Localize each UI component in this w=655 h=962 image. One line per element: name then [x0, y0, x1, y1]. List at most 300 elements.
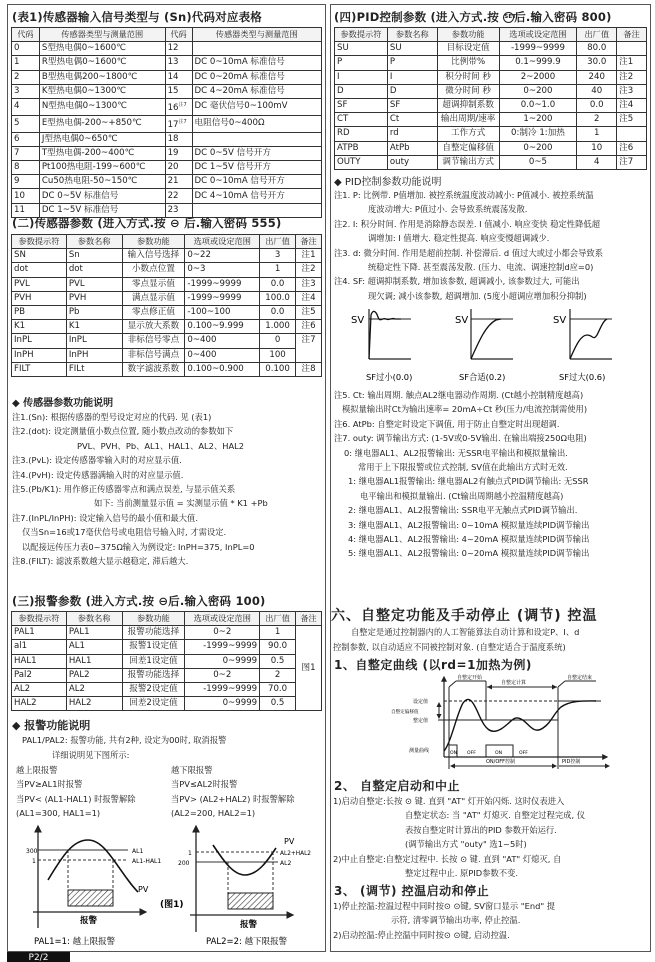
- ctl-start-label: 2)启动控温:: [333, 929, 378, 940]
- table-cell: R型热电偶0~1600℃: [39, 56, 165, 70]
- pid-params-table: [334, 27, 647, 170]
- table-cell: 0~9999: [185, 654, 260, 668]
- table-row: [12, 291, 322, 305]
- note-line: 注3.(PvL): 设定传感器零输入时的对应显示值.: [12, 455, 182, 466]
- table-header-row: [335, 28, 647, 42]
- note-line: PVL、PVH、Pb、AL1、HAL1、AL2、HAL2: [77, 440, 245, 451]
- lower-example: (AL2=200, HAL2=1): [171, 808, 256, 819]
- table-cell: PB: [12, 305, 67, 319]
- table-cell: 调节输出方式: [437, 155, 499, 169]
- table-cell: 0.0: [577, 98, 617, 112]
- alarm-diagram: [8, 820, 325, 950]
- table-cell: InPL: [66, 334, 122, 348]
- table-cell: AL2: [12, 682, 67, 696]
- setpoint-label: 设定值: [413, 699, 429, 705]
- table-cell: 注4: [617, 98, 647, 112]
- alarm-params-title: (三)报警参数 (进入方式.按 ⊖后.输入密码 100): [12, 594, 266, 608]
- header-cell: 出厂值: [577, 28, 617, 42]
- table-row: [12, 305, 322, 319]
- table-cell: 0~2: [185, 626, 260, 640]
- table-cell: OUTY: [335, 155, 388, 169]
- autotune-intro1: 自整定是通过控制器内的人工智能算法自动计算和设定P、I、d: [351, 627, 580, 637]
- table-cell: FILt: [66, 362, 122, 376]
- pid-notes-2: [334, 388, 589, 561]
- stop-label: 2)中止自整定:: [333, 853, 386, 864]
- header-cell: 选项或设定范围: [185, 235, 260, 249]
- table-cell: [192, 42, 322, 56]
- table-cell: DC 1~5V 标准信号: [39, 203, 165, 217]
- table-cell: AtPb: [387, 141, 437, 155]
- upper-title: 越上限报警: [16, 765, 58, 775]
- autotune-sub1: 1、自整定曲线 (以rd=1加热为例): [334, 658, 532, 672]
- table-cell: 注5: [617, 113, 647, 127]
- sv-label: SV: [553, 315, 567, 326]
- upper-cond1: 当PV≥AL1时报警: [16, 779, 83, 790]
- al1-label: AL1: [132, 848, 144, 855]
- table-cell: 注2: [296, 263, 322, 277]
- table-row: [12, 697, 322, 711]
- figure-label: (图1): [160, 900, 184, 910]
- note-line: 注3. d: 微分时间. 作用是超前控制. 补偿滞后. d 值过大或过小都会导致系: [334, 247, 603, 258]
- table-cell: 注6: [296, 320, 322, 334]
- table-cell: 输入信号选择: [122, 249, 185, 263]
- table-cell: 11: [12, 203, 40, 217]
- table-cell: PAL2: [66, 668, 122, 682]
- table-row: [12, 115, 322, 132]
- header-cell: 参数名称: [66, 612, 122, 626]
- table-cell: Pal2: [12, 668, 67, 682]
- table-cell: rd: [387, 127, 437, 141]
- table-cell: 注3: [296, 277, 322, 291]
- table-cell: 40: [577, 84, 617, 98]
- note-line: 仅当Sn=16或17毫伏信号或电阻信号输入时, 才需设定.: [22, 527, 227, 538]
- table-row: [12, 334, 322, 348]
- table-cell: 报警2设定值: [122, 682, 185, 696]
- table-cell: 0~9999: [185, 697, 260, 711]
- table-cell: outy: [387, 155, 437, 169]
- table-cell: 报警1设定值: [122, 640, 185, 654]
- note-line: 整定过程中止. 原PID参数不变.: [405, 868, 519, 879]
- upper-cond2: 当PV< (AL1-HAL1) 时报警解除: [16, 793, 136, 804]
- upper-alarm-text: [16, 763, 136, 821]
- note-line: 示符, 清零调节输出功率, 停止控温.: [391, 915, 521, 926]
- table-cell: 0~2: [185, 668, 260, 682]
- header-cell: 选项或设定范围: [499, 28, 577, 42]
- table-cell: 4: [577, 155, 617, 169]
- note-line: 注7.(InPL/InPH): 设定输入信号的最小值和最大值.: [12, 512, 198, 523]
- note-line: [333, 852, 585, 866]
- table-cell: 满点显示值: [122, 291, 185, 305]
- table-row: [12, 362, 322, 376]
- note-line: [333, 928, 555, 942]
- table-header-row: [12, 235, 322, 249]
- calc-label: 自整定计算: [501, 680, 527, 686]
- table-row: [12, 161, 322, 175]
- table-cell: 14: [165, 70, 192, 84]
- table-cell: 0~400: [185, 334, 260, 348]
- table-cell: 0~200: [499, 141, 577, 155]
- table-cell: -1999~9999: [185, 277, 260, 291]
- start-label: 自整定开始: [457, 675, 483, 681]
- table-cell: 23: [165, 203, 192, 217]
- table-row: [12, 277, 322, 291]
- pid-title-post: 后.输入密码 800): [514, 10, 612, 24]
- table-cell: J型热电偶0~650℃: [39, 132, 165, 146]
- table-cell: 100.0: [260, 291, 296, 305]
- header-cell: 代码: [12, 28, 40, 42]
- autotune-sub3: 3、 (调节) 控温启动和停止: [334, 884, 490, 898]
- table-cell: 非标信号零点: [122, 334, 185, 348]
- response-curve: [471, 319, 501, 359]
- table-cell: PVH: [66, 291, 122, 305]
- pid-ctrl-label: PID控制: [562, 759, 581, 765]
- table-cell: [165, 98, 192, 115]
- table-cell: 0~400: [185, 348, 260, 362]
- header-cell: 参数名称: [387, 28, 437, 42]
- table-cell: 0.0: [260, 277, 296, 291]
- table-cell: dot: [12, 263, 67, 277]
- table-row: [12, 56, 322, 70]
- table-row: [335, 155, 647, 169]
- pid-title-pre: (四)PID控制参数 (进入方式.按: [334, 10, 504, 24]
- table-cell: 注6: [617, 141, 647, 155]
- table-cell: D: [387, 84, 437, 98]
- ctl-stop-text: 控温过程中同时按⊙ ⊙键, SV窗口显示 "End" 提: [377, 901, 556, 911]
- alarm-params-table: [11, 611, 322, 711]
- table-cell: 20: [165, 161, 192, 175]
- page-number-tab: P2/2: [7, 952, 70, 962]
- table-cell: 零点显示值: [122, 277, 185, 291]
- table-cell: 8: [12, 161, 40, 175]
- table-cell: 6: [12, 132, 40, 146]
- alarm-notes-title: ◆ 报警功能说明: [12, 719, 91, 732]
- upper-caption: PAL1=1: 越上限报警: [34, 937, 116, 947]
- alarm-region: [68, 890, 113, 906]
- table-cell: T型热电偶-200~400℃: [39, 146, 165, 160]
- header-cell: 参数功能: [122, 612, 185, 626]
- table-cell: PAL1: [12, 626, 67, 640]
- note-line: 注5. Ct: 输出周期. 触点AL2继电器动作周期. (Ct越小控制精度越高): [334, 390, 584, 400]
- table-cell: InPH: [12, 348, 67, 362]
- lower-title: 越下限报警: [171, 765, 213, 775]
- autotune-curve-diagram: [391, 673, 621, 773]
- table-cell: PAL1: [66, 626, 122, 640]
- table-row: [12, 263, 322, 277]
- autotune-start-block: [333, 794, 585, 880]
- table-cell: 微分时间 秒: [437, 84, 499, 98]
- table-row: [335, 56, 647, 70]
- table-cell: HAL2: [66, 697, 122, 711]
- ctl-stop-label: 1)停止控温:: [333, 901, 378, 911]
- table-cell: 比例带%: [437, 56, 499, 70]
- table-cell: 注8: [296, 362, 322, 376]
- header-cell: 传感器类型与测量范围: [39, 28, 165, 42]
- table-cell: 90.0: [260, 640, 296, 654]
- table-cell: 输出周期/速率: [437, 113, 499, 127]
- tick-1: 1: [188, 850, 192, 857]
- table-cell: PVL: [66, 277, 122, 291]
- alarm-line2: 详细说明见下图所示:: [52, 750, 130, 760]
- note-line: 度波动增大: P值过小. 会导致系统震荡发散.: [368, 204, 528, 215]
- table-cell: DC 0~5V 信号开方: [192, 146, 322, 160]
- table-row: [335, 127, 647, 141]
- end-label: 自整定结束: [567, 675, 593, 681]
- upper-example: (AL1=300, HAL1=1): [16, 808, 101, 819]
- table-cell: 70.0: [260, 682, 296, 696]
- table-cell: DC 4~10mA 信号开方: [192, 189, 322, 203]
- note-line: 注5.(Pb/K1): 用作修正传感器零点和满点误差, 与显示值关系: [12, 484, 236, 495]
- table-cell: 0~3: [185, 263, 260, 277]
- table-cell: 1: [260, 263, 296, 277]
- table-cell: DC 0~10mA 标准信号: [192, 56, 322, 70]
- table-cell: 240: [577, 70, 617, 84]
- table-cell: S型热电偶0~1600℃: [39, 42, 165, 56]
- note-line: 以配接远传压力表0~375Ω输入为例设定: InPH=375, InPL=0: [22, 541, 255, 552]
- pv-label: PV: [138, 885, 149, 894]
- tune-value-label: 整定值: [413, 718, 429, 724]
- table-cell: 超调抑制系数: [437, 98, 499, 112]
- table-cell: 2~2000: [499, 70, 577, 84]
- header-cell: 备注: [296, 612, 322, 626]
- note-line: (调节输出方式 "outy" 选1~5时): [405, 839, 527, 850]
- table-cell: 积分时间 秒: [437, 70, 499, 84]
- table-cell: SF: [335, 98, 388, 112]
- al2-hal2-label: AL2+HAL2: [280, 851, 311, 857]
- table-cell: 注1: [617, 56, 647, 70]
- table-cell: I: [387, 70, 437, 84]
- table-cell: I: [335, 70, 388, 84]
- header-cell: 参数提示符: [12, 235, 67, 249]
- note-line: 注8.(FILT): 滤波系数越大显示越稳定, 滞后越大.: [12, 556, 189, 567]
- ctl-start-text: 停止控温中同时按⊙ ⊙键, 启动控温.: [377, 929, 510, 940]
- set-key-icon: SET: [503, 12, 514, 23]
- table-cell: 显示放大系数: [122, 320, 185, 334]
- table-cell: K1: [66, 320, 122, 334]
- sf-good-chart: [455, 309, 513, 382]
- table-cell: 目标设定值: [437, 42, 499, 56]
- table1-title: (表1)传感器输入信号类型与 (Sn)代码对应表格: [12, 10, 262, 24]
- table-cell: CT: [335, 113, 388, 127]
- lower-alarm-chart: [178, 826, 311, 947]
- sv-label: SV: [351, 315, 365, 326]
- table-cell: [165, 115, 192, 132]
- sf-caption: SF过小(0.0): [366, 372, 413, 382]
- header-cell: 参数名称: [66, 235, 122, 249]
- table-row: [12, 640, 322, 654]
- lower-cond1: 当PV≤AL2时报警: [171, 779, 238, 790]
- table-cell: N型热电偶0~1300℃: [39, 98, 165, 115]
- table-cell: PVH: [12, 291, 67, 305]
- note-line: 1: 继电器AL1报警输出: 继电器AL2有触点式PID调节输出: 无SSR: [348, 476, 589, 487]
- sf-small-chart: [351, 309, 412, 382]
- table-row: [335, 70, 647, 84]
- table-cell: 非标信号满点: [122, 348, 185, 362]
- pid-notes: [334, 188, 603, 303]
- table-cell: 0.0: [260, 305, 296, 319]
- table-cell: 4: [12, 98, 40, 115]
- table-cell: 2: [260, 668, 296, 682]
- response-curve: [570, 319, 607, 359]
- table-cell: 80.0: [577, 42, 617, 56]
- sensor-params-title: (二)传感器参数 (进入方式.按 ⊖ 后.输入密码 555): [12, 216, 282, 230]
- table-cell: 12: [165, 42, 192, 56]
- table-row: [335, 84, 647, 98]
- table-row: [12, 189, 322, 203]
- sf-large-chart: [553, 309, 612, 382]
- table-cell: DC 1~5V 信号开方: [192, 161, 322, 175]
- note-line: 如下: 当前测量显示值 = 实测显示值 * K1 +Pb: [94, 498, 268, 509]
- note-line: 调增加: I 值增大. 稳定性提高. 响应变慢超调减少.: [368, 233, 550, 244]
- sf-caption: SF过大(0.6): [559, 372, 606, 382]
- table-cell: 0.0~1.0: [499, 98, 577, 112]
- table-cell: Ct: [387, 113, 437, 127]
- table-row: [335, 113, 647, 127]
- table-cell: 工作方式: [437, 127, 499, 141]
- lower-alarm-text: [171, 763, 295, 821]
- table-row: [12, 249, 322, 263]
- note-line: 模拟量输出时Ct为输出速率= 20mA÷Ct 秒(压力/电流控制需使用): [342, 404, 588, 415]
- alarm-label: 报警: [80, 916, 98, 926]
- table-cell: P: [387, 56, 437, 70]
- table-cell: RD: [335, 127, 388, 141]
- table-cell: 3: [260, 249, 296, 263]
- sensor-notes: [12, 410, 268, 568]
- note-line: 注1.(Sn): 根据传感器的型号设定对应的代码. 见 (表1): [12, 412, 212, 422]
- table-row: [12, 668, 322, 682]
- table-cell: 15: [165, 84, 192, 98]
- table-cell: DC 0~5V 标准信号: [39, 189, 165, 203]
- table-row: [335, 141, 647, 155]
- table-cell: 1: [577, 127, 617, 141]
- note-line: [333, 899, 555, 913]
- table-cell: 2: [577, 113, 617, 127]
- table-cell: 注3: [617, 84, 647, 98]
- off-label: OFF: [519, 751, 528, 756]
- offset-label: 自整定偏移值: [391, 710, 419, 715]
- table-cell: Cu50热电阻-50~150℃: [39, 175, 165, 189]
- table-cell: 电阻信号0~400Ω: [192, 115, 322, 132]
- table-cell: 5: [12, 115, 40, 132]
- table-cell: -100~100: [185, 305, 260, 319]
- upper-alarm-chart: [26, 826, 161, 947]
- table-cell: B型热电偶200~1800℃: [39, 70, 165, 84]
- stop-text: 自整定过程中. 长按 ⊙ 键. 直到 "AT" 灯熄灭, 自: [385, 853, 562, 864]
- al2-label: AL2: [280, 860, 292, 867]
- table-cell: [192, 132, 322, 146]
- alarm-region: [228, 893, 273, 909]
- table-cell: 0.5: [260, 654, 296, 668]
- table-row: [12, 132, 322, 146]
- table-cell: 0.100: [260, 362, 296, 376]
- start-text: 长按 ⊙ 键. 直到 "AT" 灯开始闪烁. 这时仪表进入: [385, 796, 565, 806]
- tick-200: 200: [178, 860, 190, 867]
- footnote-marker: 注7: [178, 101, 187, 108]
- note-line: 注4. SF: 超调抑制系数, 增加该参数, 超调减小, 该参数过大, 可能出: [334, 276, 580, 287]
- footnote-marker: 注7: [178, 118, 187, 125]
- table-cell: HAL1: [66, 654, 122, 668]
- sensor-notes-title: ◆ 传感器参数功能说明: [12, 398, 114, 409]
- note-line: 统稳定性下降. 甚至震荡发散. (压力、电流、调速控制d应=0): [368, 262, 594, 273]
- on-label: ON: [450, 751, 458, 756]
- control-block: [333, 899, 555, 942]
- table-cell: dot: [66, 263, 122, 277]
- header-cell: 参数提示符: [12, 612, 67, 626]
- measure-label: 测量曲线: [409, 748, 430, 754]
- on-label: ON: [495, 751, 503, 756]
- pid-notes-title: ◆ PID控制参数功能说明: [334, 177, 442, 188]
- note-line: 3: 继电器AL1、AL2报警输出: 0~10mA 模拟量连续PID调节输出: [348, 519, 590, 530]
- autotune-title: 六、自整定功能及手动停止 (调节) 控温: [331, 608, 598, 624]
- table-row: [12, 84, 322, 98]
- table-cell: 注7: [296, 334, 322, 362]
- start-label: 1)启动自整定:: [333, 796, 386, 806]
- table-cell: Sn: [66, 249, 122, 263]
- header-cell: 出厂值: [260, 612, 296, 626]
- table-cell: 19: [165, 146, 192, 160]
- lower-caption: PAL2=2: 越下限报警: [206, 937, 288, 947]
- table-cell: 2: [12, 70, 40, 84]
- table-cell: [617, 127, 647, 141]
- note-line: 2: 继电器AL1、AL2报警输出: SSR电平无触点式PID调节输出.: [348, 505, 578, 516]
- table-cell: HAL2: [12, 697, 67, 711]
- remark-cell: 图1: [296, 626, 322, 711]
- table-row: [12, 146, 322, 160]
- table-cell: P: [335, 56, 388, 70]
- table-cell: FILT: [12, 362, 67, 376]
- table-cell: 零点修正值: [122, 305, 185, 319]
- table-cell: SN: [12, 249, 67, 263]
- table-cell: DC 0~20mA 标准信号: [192, 70, 322, 84]
- note-line: 4: 继电器AL1、AL2报警输出: 4~20mA 模拟量连续PID调节输出: [348, 534, 590, 545]
- table-row: [12, 175, 322, 189]
- table-cell: K型热电偶0~1300℃: [39, 84, 165, 98]
- table-cell: 0: [260, 334, 296, 348]
- table-cell: -1999~9999: [185, 291, 260, 305]
- table-cell: 注7: [617, 155, 647, 169]
- table-cell: ATPB: [335, 141, 388, 155]
- pid-params-title: [334, 9, 612, 25]
- pv-curve: [48, 840, 138, 892]
- table-cell: AL2: [66, 682, 122, 696]
- sf-caption: SF合适(0.2): [459, 372, 506, 382]
- table-header-row: [12, 28, 322, 42]
- table-cell: HAL1: [12, 654, 67, 668]
- header-cell: 选项或设定范围: [185, 612, 260, 626]
- measured-curve: [444, 699, 596, 751]
- table-cell: 数字滤波系数: [122, 362, 185, 376]
- table-row: [12, 42, 322, 56]
- table-cell: DC 0~10mA 信号开方: [192, 175, 322, 189]
- note-line: 常用于上下限报警或位式控制, SV值在此输出方式时无效.: [358, 462, 568, 473]
- right-panel: [330, 4, 651, 952]
- note-line: 注7. outy: 调节输出方式: (1-5V或0-5V输出. 在输出端接250Ω电阻): [334, 433, 587, 444]
- table-cell: al1: [12, 640, 67, 654]
- note-line: [333, 794, 585, 808]
- table-cell: K1: [12, 320, 67, 334]
- table-cell: -1999~9999: [185, 640, 260, 654]
- note-line: 0: 继电器AL1、AL2报警输出: 无SSR电平输出和模拟量输出.: [344, 447, 568, 458]
- note-line: 注6. AtPb: 自整定时设定下调值, 用于防止自整定时出现超调.: [334, 418, 560, 429]
- table-cell: 7: [12, 146, 40, 160]
- pv-curve: [213, 845, 276, 875]
- table-cell: 22: [165, 189, 192, 203]
- header-cell: 代码: [165, 28, 192, 42]
- code-value: 17: [167, 119, 179, 130]
- table-cell: 100: [260, 348, 296, 362]
- table-cell: 报警功能选择: [122, 626, 185, 640]
- table-cell: 9: [12, 175, 40, 189]
- table-cell: D: [335, 84, 388, 98]
